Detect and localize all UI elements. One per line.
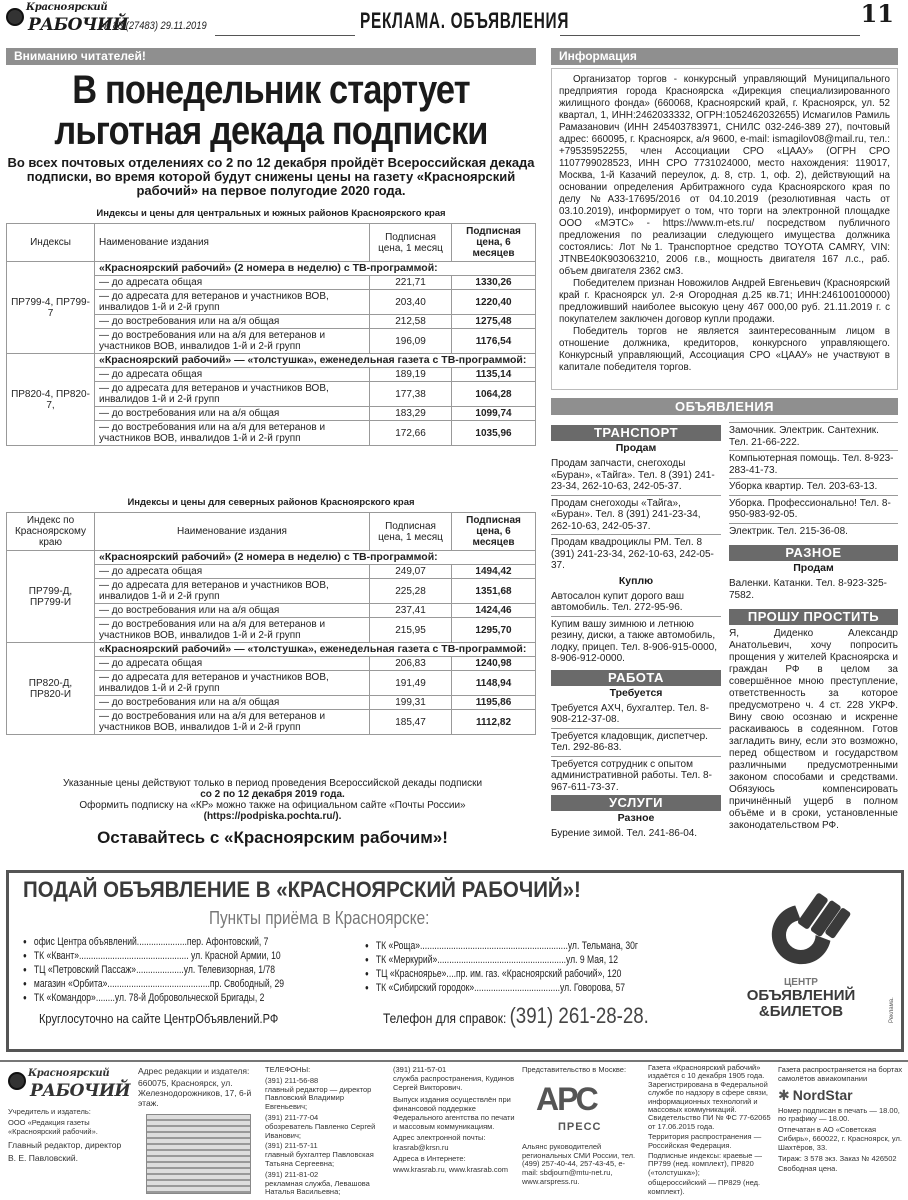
point-item: ● ТК «Сибирский городок»....................................ул. Говорова, 57 bbox=[365, 981, 638, 995]
column-header: Подписная цена, 6 месяцев bbox=[452, 224, 536, 262]
category-work: РАБОТА bbox=[551, 670, 721, 686]
points-list-right bbox=[365, 939, 638, 995]
header-rule-left bbox=[215, 35, 355, 36]
ad-item: Автосалон купит дорого ваш автомобиль. Тел. 272-95-96. bbox=[551, 589, 721, 617]
subcategory-sell: Продам bbox=[615, 442, 657, 454]
note-dates: со 2 по 12 декабря 2019 года. bbox=[200, 789, 345, 800]
price-1-month: 199,31 bbox=[370, 696, 452, 710]
registration-info: Газета «Красноярский рабочий» издаётся с 10 декабря 1905 года. Зарегистрирована в Федеральной службе по надзору в сфере связи, информационных технологий и массовых коммуникаций. Свидетельство ПИ № ФС 77-62065 от 17.06.2015 года. bbox=[648, 1063, 771, 1131]
group-title-row bbox=[7, 262, 536, 276]
category-misc: РАЗНОЕ bbox=[729, 545, 898, 561]
table-header-row bbox=[7, 224, 536, 262]
price-6-months: 1275,48 bbox=[452, 315, 536, 329]
delivery-type: — до адресата общая bbox=[95, 657, 370, 671]
table-caption: Индексы и цены для центральных и южных районов Красноярского края bbox=[96, 208, 446, 219]
ad-item: Уборка квартир. Тел. 203-63-13. bbox=[729, 478, 898, 495]
note-line: Указанные цены действуют только в период проведения Всероссийской декады подписки bbox=[62, 778, 483, 789]
column-header: Подписная цена, 1 месяц bbox=[370, 513, 452, 551]
phone-desc: рекламная служба, Левашова Наталья Васильевна; bbox=[265, 1178, 370, 1197]
price-1-month: 191,49 bbox=[370, 671, 452, 696]
address-label: Адрес редакции и издателя: bbox=[138, 1066, 250, 1076]
edition-title: «Красноярский рабочий» (2 номера в неделю) с ТВ-программой: bbox=[95, 262, 536, 276]
point-item: ● ТЦ «Петровский Пассаж»....................ул. Телевизорная, 1/78 bbox=[23, 963, 284, 977]
price-6-months: 1112,82 bbox=[452, 710, 536, 735]
territory-info: Территория распространения — Российская Федерация. bbox=[648, 1132, 762, 1150]
ad-item: Электрик. Тел. 215-36-08. bbox=[729, 523, 898, 540]
price-6-months: 1035,96 bbox=[452, 421, 536, 446]
price-1-month: 196,09 bbox=[370, 329, 452, 354]
phone-desc: служба распространения, Кудинов Сергей Викторович. bbox=[393, 1073, 515, 1092]
phone-desc: главный редактор — директор Павловский Владимир Евгеньевич; bbox=[265, 1084, 372, 1112]
delivery-type: — до востребования или на а/я общая bbox=[95, 407, 370, 421]
column-header: Подписная цена, 1 месяц bbox=[370, 224, 452, 262]
support-note: Выпуск издания осуществлён при финансовой поддержке Федерального агентства по печати и массовым коммуникациям. bbox=[393, 1095, 515, 1131]
price-6-months: 1494,42 bbox=[452, 565, 536, 579]
subscription-link[interactable]: (https://podpiska.pochta.ru/). bbox=[203, 811, 342, 822]
price-1-month: 237,41 bbox=[370, 604, 452, 618]
delivery-type: — до востребования или на а/я общая bbox=[95, 604, 370, 618]
phone-number: (391) 211-81-02 bbox=[265, 1169, 319, 1179]
column-header: Наименование издания bbox=[95, 513, 370, 551]
auction-notice bbox=[551, 68, 898, 390]
point-item: ● ТК «Роща»..............................................................ул. Тельмана, 30г bbox=[365, 939, 638, 953]
editor-label: Главный редактор, директор bbox=[8, 1140, 122, 1151]
circulation-info: Тираж: 3 578 экз. Заказ № 426502 bbox=[778, 1153, 897, 1163]
ad-item: Требуется АХЧ, бухгалтер. Тел. 8-908-212-37-08. bbox=[551, 701, 721, 729]
logo-text-bottom: РАБОЧИЙ bbox=[28, 15, 129, 35]
index-cell: ПР820-Д, ПР820-И bbox=[7, 643, 95, 735]
ad-item: Купим вашу зимнюю и летнюю резину, диски, а также автомобиль, лодку, прицеп. Тел. 8-906-915-0000, 8-906-912-0000. bbox=[551, 618, 717, 664]
email-label: Адрес электронной почты: bbox=[393, 1132, 486, 1142]
founder-label: Учредитель и издатель: bbox=[8, 1107, 91, 1116]
table-header-row bbox=[7, 513, 536, 551]
banner-subtitle: Пункты приёма в Красноярске: bbox=[209, 908, 430, 928]
edition-title: «Красноярский рабочий» — «толстушка», еженедельная газета с ТВ-программой: bbox=[95, 643, 536, 657]
notice-paragraph: Победителем признан Новожилов Андрей Евгеньевич (Красноярский край г. Красноярск ул. 2-я Огородная д.25 кв.71; ИНН:246100100000) предложивший наиболее высокую цену 467 000,00 руб. 21.11.2019 г. с покупателем заключен договор купли продажи. bbox=[559, 278, 890, 325]
subcategory-sell: Продам bbox=[793, 562, 834, 574]
issue-info: № 88 (27483) 29.11.2019 bbox=[100, 20, 207, 32]
main-headline bbox=[43, 70, 499, 152]
delivery-type: — до востребования или на а/я для ветеранов и участников ВОВ, инвалидов 1-й и 2-й групп bbox=[95, 421, 370, 446]
banner-title: ПОДАЙ ОБЪЯВЛЕНИЕ В «КРАСНОЯРСКИЙ РАБОЧИЙ»! bbox=[23, 877, 581, 902]
point-item: ● офис Центра объявлений.....................пер. Афонтовский, 7 bbox=[23, 935, 284, 949]
section-bar-attention: Вниманию читателей! bbox=[6, 48, 536, 65]
delivery-type: — до адресата для ветеранов и участников ВОВ, инвалидов 1-й и 2-й групп bbox=[95, 382, 370, 407]
ars-logo-sub: ПРЕСС bbox=[558, 1120, 602, 1133]
footer-phones bbox=[265, 1066, 387, 1199]
column-header: Индексы bbox=[7, 224, 95, 262]
phone-number: (391) 211-77-04 bbox=[265, 1112, 319, 1122]
price-1-month: 172,66 bbox=[370, 421, 452, 446]
logo-text-bottom: РАБОЧИЙ bbox=[30, 1081, 131, 1101]
classifieds-col-2 bbox=[729, 422, 898, 832]
headline-line-1: В понедельник стартует bbox=[72, 68, 470, 112]
logo-word: ОБЪЯВЛЕНИЙ bbox=[746, 987, 856, 1004]
ad-item: Валенки. Катанки. Тел. 8-923-325-7582. bbox=[729, 578, 887, 601]
price-6-months: 1220,40 bbox=[452, 290, 536, 315]
founder: ООО «Редакция газеты «Красноярский рабочий». bbox=[8, 1117, 98, 1136]
phone-number: (391) 211-57-01 bbox=[393, 1065, 447, 1074]
price-1-month: 189,19 bbox=[370, 368, 452, 382]
price-6-months: 1195,86 bbox=[452, 696, 536, 710]
ars-press-logo bbox=[522, 1077, 640, 1143]
ad-item: Замочник. Электрик. Сантехник. Тел. 21-66-222. bbox=[729, 422, 898, 450]
printer-info: Отпечатан в АО «Советская Сибирь», 660022, г. Красноярск, ул. Шахтёров, 33. bbox=[778, 1125, 902, 1152]
footer-publisher bbox=[8, 1068, 136, 1166]
price-1-month: 215,95 bbox=[370, 618, 452, 643]
price-6-months: 1424,46 bbox=[452, 604, 536, 618]
subscription-indexes-federal: общероссийский — ПР829 (нед. комплект). bbox=[648, 1178, 761, 1196]
column-header: Подписная цена, 6 месяцев bbox=[452, 513, 536, 551]
web-label: Адреса в Интернете: bbox=[393, 1154, 466, 1164]
delivery-type: — до востребования или на а/я для ветеранов и участников ВОВ, инвалидов 1-й и 2-й групп bbox=[95, 710, 370, 735]
delivery-type: — до востребования или на а/я общая bbox=[95, 315, 370, 329]
footer-moscow bbox=[522, 1066, 640, 1189]
section-bar-info: Информация bbox=[551, 48, 898, 65]
office-building-photo bbox=[146, 1114, 251, 1194]
note-line: Оформить подписку на «КР» можно также на официальном сайте «Почты России» bbox=[79, 800, 466, 811]
price-6-months: 1295,70 bbox=[452, 618, 536, 643]
nordstar-label: Газета распространяется на бортах самолётов авиакомпании bbox=[778, 1065, 903, 1083]
classifieds-col-1 bbox=[551, 425, 721, 842]
closing-slogan: Оставайтесь с «Красноярским рабочим»! bbox=[97, 828, 448, 847]
point-item: ● ТЦ «Красноярье»....пр. им. газ. «Красноярский рабочий», 120 bbox=[365, 967, 638, 981]
subcategory-misc: Разное bbox=[617, 812, 655, 824]
price-6-months: 1148,94 bbox=[452, 671, 536, 696]
price-table-north bbox=[6, 497, 536, 735]
moscow-label: Представительство в Москве: bbox=[522, 1065, 627, 1074]
notice-paragraph: Организатор торгов - конкурсный управляющий Муниципального предприятия города Красноярска «Дирекция специализированного жилищного фонда» (660068, Красноярский край, г. Красноярск, ул. 52 квартал, 1, ИНН:2462033332, ОГРН:1052462032655) Исмагилов Рамиль Рамазанович (ИНН 245403783971, СНИЛС 032-246-389 27), почтовый адрес: 660095, г. Красноярск, а/я 9600, e-mail: ismagilov08@mail.ru, тел.: +79535952255, член Ассоциации СРО «ЦААУ» (ОГРН СРО 1107799028523, ИНН СРО 7731024000, место нахождения: 119017, Москва, 1-й Казачий переулок, д. 8, стр. 1, оф. 2), действующий на основании определения Арбитражного суда Красноярского края по делу №А33-17695/2016 от 04.10.2019 (резолютивная часть от 03.10.2019), информирует о том, что торги на электронной площадке ООО «МЭТС» - https://www.m-ets.ru/ посредством публичного предложения по реализации следующего имущества должника состоялись: Лот №1. Транспортное средство TOYOTA CAMRY, VIN: JTNBE40K903063210, 2006 г.в., мощность двигателя 167 л.с., раб. объем двигателя 2362 см3. bbox=[559, 74, 890, 277]
delivery-type: — до адресата для ветеранов и участников ВОВ, инвалидов 1-й и 2-й групп bbox=[95, 671, 370, 696]
footer-logo bbox=[8, 1068, 136, 1102]
logo-text-top: Красноярский bbox=[28, 1068, 110, 1079]
price-1-month: 183,29 bbox=[370, 407, 452, 421]
section-title: РЕКЛАМА. ОБЪЯВЛЕНИЯ bbox=[360, 8, 570, 33]
footer-address bbox=[138, 1066, 258, 1110]
edition-title: «Красноярский рабочий» — «толстушка», еженедельная газета с ТВ-программой: bbox=[95, 354, 536, 368]
phone-desc: обозреватель Павленко Сергей Иванович; bbox=[265, 1121, 376, 1140]
phone-desc: главный бухгалтер Павловская Татьяна Сергеевна; bbox=[265, 1150, 374, 1168]
index-cell: ПР820-4, ПР820-7, bbox=[7, 354, 95, 446]
ad-banner bbox=[6, 870, 904, 1052]
price-1-month: 225,28 bbox=[370, 579, 452, 604]
phone-number[interactable]: (391) 261-28-28. bbox=[509, 1003, 649, 1028]
phone-number: (391) 211-56-88 bbox=[265, 1075, 319, 1085]
subcategory-buy: Куплю bbox=[618, 574, 654, 587]
price-1-month: 221,71 bbox=[370, 276, 452, 290]
category-apology: ПРОШУ ПРОСТИТЬ bbox=[729, 609, 898, 625]
price-1-month: 249,07 bbox=[370, 565, 452, 579]
headline-line-2: льготная декада подписки bbox=[54, 109, 488, 153]
group-title-row bbox=[7, 354, 536, 368]
ad-center-logo-icon bbox=[757, 887, 852, 975]
point-item: ● ТК «Командор»........ул. 78-й Добровольческой Бригады, 2 bbox=[23, 991, 284, 1005]
logo-word: &БИЛЕТОВ bbox=[758, 1003, 844, 1020]
address: 660075, Красноярск, ул. Железнодорожников, 17, 6-й этаж. bbox=[138, 1078, 252, 1108]
editor-name: В. Е. Павловский. bbox=[8, 1153, 78, 1164]
phone-label: Телефон для справок: bbox=[383, 1010, 507, 1026]
price-note bbox=[10, 778, 535, 822]
online-link[interactable]: Круглосуточно на сайте ЦентрОбъявлений.РФ bbox=[39, 1011, 279, 1026]
category-transport: ТРАНСПОРТ bbox=[551, 425, 721, 441]
ars-info: Альянс руководителей региональных СМИ России, тел. (499) 257-40-44, 257-43-45, e-mail: sbdjourn@mtu-net.ru, www.arspress.ru. bbox=[522, 1141, 636, 1186]
price-1-month: 177,38 bbox=[370, 382, 452, 407]
delivery-type: — до востребования или на а/я для ветеранов и участников ВОВ, инвалидов 1-й и 2-й групп bbox=[95, 329, 370, 354]
subheadline: Во всех почтовых отделениях со 2 по 12 декабря пройдёт Всероссийская декада подписки, во время которой будут снижены цены на газету «Красноярский рабочий» на первое полугодие 2020 года. bbox=[7, 155, 535, 198]
web-link[interactable]: www.krasrab.ru, www.krasrab.com bbox=[393, 1164, 509, 1174]
price-6-months: 1099,74 bbox=[452, 407, 536, 421]
help-phone bbox=[383, 1003, 649, 1031]
subscription-indexes: Подписные индексы: краевые — ПР799 (нед. комплект), ПР820 («толстушка»); bbox=[648, 1151, 763, 1177]
signed-time: Номер подписан в печать — 18.00, по графику — 18.00. bbox=[778, 1105, 900, 1124]
ad-item: Бурение зимой. Тел. 241-86-04. bbox=[551, 828, 698, 839]
price-6-months: 1330,26 bbox=[452, 276, 536, 290]
edition-title: «Красноярский рабочий» (2 номера в неделю) с ТВ-программой: bbox=[95, 551, 536, 565]
point-item: ● ТК «Меркурий»......................................................ул. 9 Мая, 12 bbox=[365, 953, 638, 967]
logo-text-top: Красноярский bbox=[26, 2, 108, 13]
ad-mark: Реклама. bbox=[889, 997, 895, 1023]
ad-item: Требуется сотрудник с опытом административной работы. Тел. 8-967-611-73-37. bbox=[551, 758, 712, 793]
index-cell: ПР799-Д, ПР799-И bbox=[7, 551, 95, 643]
price-1-month: 206,83 bbox=[370, 657, 452, 671]
ars-logo-text: АРС bbox=[536, 1080, 597, 1117]
price-table-central bbox=[6, 208, 536, 446]
category-services: УСЛУГИ bbox=[551, 795, 721, 811]
price-6-months: 1240,98 bbox=[452, 657, 536, 671]
delivery-type: — до адресата для ветеранов и участников ВОВ, инвалидов 1-й и 2-й групп bbox=[95, 290, 370, 315]
phone-number: (391) 211-57-11 bbox=[265, 1141, 318, 1151]
table-caption: Индексы и цены для северных районов Красноярского края bbox=[127, 497, 415, 508]
price-1-month: 212,58 bbox=[370, 315, 452, 329]
point-item: ● ТК «Квант».............................................. ул. Красной Армии, 10 bbox=[23, 949, 284, 963]
column-header: Наименование издания bbox=[95, 224, 370, 262]
ad-item: Продам квадроциклы РМ. Тел. 8 (391) 241-23-34, 262-10-63, 242-05-37. bbox=[551, 537, 714, 571]
ad-item: Требуется кладовщик, диспетчер. Тел. 292-86-83. bbox=[551, 729, 721, 757]
subcategory-wanted: Требуется bbox=[609, 686, 663, 699]
footer-contacts bbox=[393, 1066, 517, 1177]
footer-rule bbox=[0, 1060, 908, 1062]
price-6-months: 1135,14 bbox=[452, 368, 536, 382]
price-6-months: 1351,68 bbox=[452, 579, 536, 604]
delivery-type: — до адресата для ветеранов и участников ВОВ, инвалидов 1-й и 2-й групп bbox=[95, 579, 370, 604]
group-title-row bbox=[7, 643, 536, 657]
price-6-months: 1176,54 bbox=[452, 329, 536, 354]
group-title-row bbox=[7, 551, 536, 565]
delivery-type: — до адресата общая bbox=[95, 276, 370, 290]
seal-icon bbox=[8, 1072, 26, 1090]
notice-paragraph: Победитель торгов не является заинтересованным лицом в отношение должника, кредиторов, конкурсного управляющего. Конкурсный управляющий, Ассоциация СРО «ЦААУ» не участвуют в капитале победителя торгов. bbox=[559, 326, 890, 373]
column-header: Индекс по Красноярскому краю bbox=[7, 513, 95, 551]
ad-item: Продам снегоходы «Тайга», «Буран». Тел. 8 (391) 241-23-34, 262-10-63, 242-05-37. bbox=[551, 496, 721, 536]
page-number: 11 bbox=[860, 0, 894, 28]
apology-text: Я, Диденко Александр Анатольевич, хочу попросить прощения у жителей Красноярска и граждан РФ в целом за совершённое мною преступление, ответственность за которое предусмотрено ч. 4 ст. 228 УКРФ. Вину свою осознаю и искренне раскаиваюсь в содеянном. Готов загладить вину, если это возможно, перед обществом и государством различными предусмотренными законом способами и средствами. Обязуюсь компенсировать причинённый ущерб в полном объёме и в сроки, установленные законодательством РФ. bbox=[729, 628, 898, 831]
price-1-month: 203,40 bbox=[370, 290, 452, 315]
star-icon: ✱ bbox=[778, 1086, 790, 1103]
ad-item: Продам запчасти, снегоходы «Буран», «Тайга». Тел. 8 (391) 241-23-34, 262-10-63, 242-05-37. bbox=[551, 456, 721, 496]
price-info: Свободная цена. bbox=[778, 1164, 838, 1174]
classifieds-title: ОБЪЯВЛЕНИЯ bbox=[551, 398, 898, 415]
footer-print bbox=[778, 1066, 903, 1176]
index-cell: ПР799-4, ПР799-7 bbox=[7, 262, 95, 354]
delivery-type: — до адресата общая bbox=[95, 368, 370, 382]
ad-item: Уборка. Профессионально! Тел. 8-950-983-92-05. bbox=[729, 495, 898, 523]
point-item: ● магазин «Орбита»...........................................пр. Свободный, 29 bbox=[23, 977, 284, 991]
nordstar-logo bbox=[778, 1086, 903, 1104]
points-list-left bbox=[23, 935, 284, 1005]
price-1-month: 185,47 bbox=[370, 710, 452, 735]
ad-center-logo-text bbox=[721, 977, 881, 1020]
delivery-type: — до адресата общая bbox=[95, 565, 370, 579]
nordstar-text: NordStar bbox=[792, 1086, 853, 1103]
footer-registration bbox=[648, 1064, 772, 1198]
seal-icon bbox=[6, 8, 24, 26]
ad-item: Компьютерная помощь. Тел. 8-923-283-41-73. bbox=[729, 450, 898, 478]
header-rule-right bbox=[560, 35, 860, 36]
price-6-months: 1064,28 bbox=[452, 382, 536, 407]
phones-label: ТЕЛЕФОНЫ: bbox=[265, 1065, 311, 1074]
logo-word: ЦЕНТР bbox=[784, 977, 818, 988]
email-link[interactable]: krasrab@krsn.ru bbox=[393, 1143, 449, 1153]
masthead-logo bbox=[6, 2, 129, 38]
delivery-type: — до востребования или на а/я для ветеранов и участников ВОВ, инвалидов 1-й и 2-й групп bbox=[95, 618, 370, 643]
delivery-type: — до востребования или на а/я общая bbox=[95, 696, 370, 710]
